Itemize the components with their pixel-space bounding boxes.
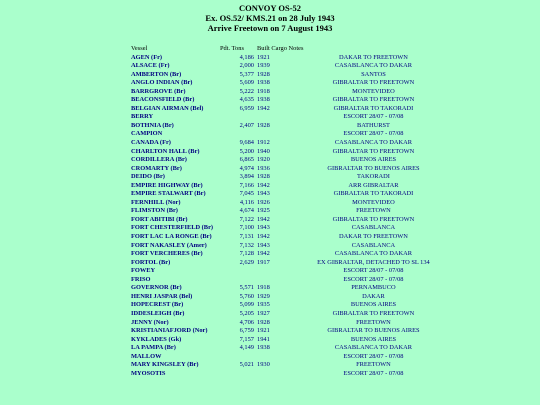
tons-cell: 5,200 (239, 147, 254, 155)
built-cell: 1940 (257, 147, 270, 155)
vessel-cell: BERRY (131, 113, 154, 121)
built-cell: 1942 (257, 104, 270, 112)
tons-cell: 5,377 (239, 70, 254, 78)
vessel-cell: HOPECREST (Br) (131, 301, 184, 309)
vessel-cell: KYKLADES (Gk) (131, 335, 182, 343)
tons-cell: 5,099 (239, 301, 254, 309)
built-cell (254, 267, 303, 276)
table-row (131, 319, 443, 328)
table-row (131, 62, 443, 71)
vessel-cell: CHARLTON HALL (Br) (131, 147, 200, 155)
built-cell: 1942 (257, 215, 270, 223)
vessel-cell: ANGLO INDIAN (Br) (131, 79, 193, 87)
table-row (131, 259, 443, 268)
notes-cell: DAKAR (362, 292, 385, 300)
table-row (131, 267, 443, 276)
table-row (131, 370, 443, 379)
table-row (131, 353, 443, 362)
table-row (131, 139, 443, 148)
vessel-cell: FLIMSTON (Br) (131, 207, 178, 215)
table-row (131, 199, 443, 208)
table-row (131, 105, 443, 114)
vessel-cell: MALLOW (131, 352, 162, 360)
built-cell: 1928 (257, 70, 270, 78)
built-cell: 1936 (257, 164, 270, 172)
built-cell: 1925 (257, 207, 270, 215)
table-row (131, 310, 443, 319)
notes-cell: BUENOS AIRES (350, 156, 397, 164)
built-cell: 1930 (257, 361, 270, 369)
table-row (131, 216, 443, 225)
table-row (131, 207, 443, 216)
table-row (131, 173, 443, 182)
column-header-built-cargo (254, 45, 303, 54)
notes-cell: MONTEVIDEO (352, 87, 395, 95)
built-cell (254, 353, 303, 362)
table-row (131, 336, 443, 345)
vessel-cell: CORDILLERA (Br) (131, 156, 187, 164)
built-cell: 1926 (257, 198, 270, 206)
column-header-tons: Pdt. Tons (220, 45, 244, 52)
table-row (131, 165, 443, 174)
vessel-cell: EMPIRE HIGHWAY (Br) (131, 181, 203, 189)
notes-cell: MONTEVIDEO (352, 198, 395, 206)
notes-cell: GIBRALTAR TO FREETOWN (332, 79, 415, 87)
tons-cell: 7,166 (239, 181, 254, 189)
built-cell: 1943 (257, 190, 270, 198)
column-header-cargo: Cargo (271, 45, 287, 52)
vessel-cell: AGEN (Fr) (131, 53, 163, 61)
table-row (131, 156, 443, 165)
vessel-cell: FORT NAKASLEY (Amer) (131, 241, 207, 249)
vessel-cell: DEIDO (Br) (131, 173, 165, 181)
tons-cell: 4,674 (239, 207, 254, 215)
vessel-cell: FRISO (131, 275, 151, 283)
notes-cell: CASABLANCA TO DAKAR (334, 139, 413, 147)
vessel-cell: FORT CHESTERFIELD (Br) (131, 224, 214, 232)
vessel-cell: HENRI JASPAR (Bel) (131, 292, 193, 300)
vessel-cell: FORT VERCHERES (Br) (131, 250, 203, 258)
tons-cell: 4,149 (239, 344, 254, 352)
table-row (131, 79, 443, 88)
tons-cell: 2,407 (239, 121, 254, 129)
notes-cell: ARR GIBRALTAR (348, 181, 399, 189)
notes-cell: CASABLANCA (351, 224, 396, 232)
built-cell: 1938 (257, 96, 270, 104)
tons-cell: 7,128 (239, 250, 254, 258)
vessel-cell: AMBERTON (Br) (131, 70, 182, 78)
vessel-cell: ALSACE (Fr) (131, 62, 170, 70)
notes-cell: GIBRALTAR TO BUENOS AIRES (327, 327, 420, 335)
built-cell: 1929 (257, 292, 270, 300)
notes-cell: CASABLANCA TO DAKAR (334, 344, 413, 352)
departure-line: Ex. OS.52/ KMS.21 on 28 July 1943 (205, 13, 335, 23)
table-row (131, 250, 443, 259)
notes-cell: GIBRALTAR TO TAKORADI (333, 104, 414, 112)
column-header-spacer (303, 45, 443, 54)
notes-cell: GIBRALTAR TO FREETOWN (332, 147, 415, 155)
vessel-cell: EMPIRE STALWART (Br) (131, 190, 206, 198)
table-row (131, 148, 443, 157)
vessel-cell: FORT LAC LA RONGE (Br) (131, 233, 212, 241)
built-cell: 1928 (257, 173, 270, 181)
vessel-cell: BARRGROVE (Br) (131, 87, 186, 95)
built-cell: 1938 (257, 344, 270, 352)
built-cell (254, 130, 303, 139)
tons-cell: 7,131 (239, 233, 254, 241)
tons-cell: 7,132 (239, 241, 254, 249)
built-cell (254, 370, 303, 379)
tons-cell: 4,186 (239, 53, 254, 61)
column-header-notes: Notes (288, 45, 304, 52)
tons-cell: 6,865 (239, 156, 254, 164)
built-cell: 1943 (257, 241, 270, 249)
built-cell: 1918 (257, 87, 270, 95)
notes-cell: ESCORT 28/07 - 07/08 (343, 113, 404, 121)
table-row (131, 242, 443, 251)
tons-cell: 4,635 (239, 96, 254, 104)
table-row (131, 284, 443, 293)
notes-cell: EX GIBRALTAR, DETACHED TO SL 134 (317, 258, 430, 266)
column-header-vessel: Vessel (131, 45, 148, 52)
vessel-cell: FOWEY (131, 267, 156, 275)
tons-cell: 2,629 (239, 258, 254, 266)
built-cell: 1942 (257, 250, 270, 258)
tons-cell (220, 130, 254, 139)
built-cell: 1920 (257, 156, 270, 164)
notes-cell: ESCORT 28/07 - 07/08 (343, 275, 404, 283)
table-row (131, 301, 443, 310)
vessel-cell: CANADA (Fr) (131, 139, 171, 147)
notes-cell: SANTOS (361, 70, 386, 78)
tons-cell: 5,760 (239, 292, 254, 300)
vessel-cell: LA PAMPA (Br) (131, 344, 176, 352)
notes-cell: GIBRALTAR TO FREETOWN (332, 309, 415, 317)
built-cell: 1928 (257, 121, 270, 129)
notes-cell: FREETOWN (356, 318, 391, 326)
tons-cell: 7,100 (239, 224, 254, 232)
tons-cell: 5,222 (239, 87, 254, 95)
notes-cell: ESCORT 28/07 - 07/08 (343, 352, 404, 360)
notes-cell: CASABLANCA TO DAKAR (334, 250, 413, 258)
table-row (131, 182, 443, 191)
notes-cell: PERNAMBUCO (351, 284, 396, 292)
table-row (131, 130, 443, 139)
tons-cell: 7,122 (239, 215, 254, 223)
table-row (131, 122, 443, 131)
tons-cell: 2,000 (239, 62, 254, 70)
tons-cell: 4,116 (239, 198, 254, 206)
tons-cell: 5,021 (239, 361, 254, 369)
notes-cell: GIBRALTAR TO FREETOWN (332, 96, 415, 104)
convoy-table (131, 45, 443, 378)
vessel-cell: FORTOL (Br) (131, 258, 171, 266)
page-title: CONVOY OS-52 (238, 3, 302, 13)
tons-cell: 7,045 (239, 190, 254, 198)
notes-cell: DAKAR TO FREETOWN (339, 53, 408, 61)
vessel-cell: GOVERNOR (Br) (131, 284, 182, 292)
vessel-cell: MYOSOTIS (131, 369, 166, 377)
table-row (131, 233, 443, 242)
table-row (131, 96, 443, 105)
notes-cell: GIBRALTAR TO FREETOWN (332, 215, 415, 223)
built-cell: 1912 (257, 139, 270, 147)
notes-cell: ESCORT 28/07 - 07/08 (343, 130, 404, 138)
vessel-cell: BELGIAN AIRMAN (Bel) (131, 104, 204, 112)
table-row (131, 327, 443, 336)
notes-cell: FREETOWN (356, 207, 391, 215)
table-row (131, 224, 443, 233)
tons-cell: 5,205 (239, 309, 254, 317)
notes-cell: ESCORT 28/07 - 07/08 (343, 267, 404, 275)
vessel-cell: FERNHILL (Nor) (131, 198, 181, 206)
vessel-cell: BOTHNIA (Br) (131, 121, 174, 129)
built-cell: 1928 (257, 318, 270, 326)
tons-cell: 6,759 (239, 327, 254, 335)
tons-cell: 3,894 (239, 173, 254, 181)
convoy-header (0, 0, 540, 33)
built-cell: 1938 (257, 79, 270, 87)
notes-cell: TAKORADI (357, 173, 390, 181)
notes-cell: GIBRALTAR TO BUENOS AIRES (327, 164, 420, 172)
notes-cell: BUENOS AIRES (350, 335, 397, 343)
built-cell: 1917 (257, 258, 270, 266)
vessel-cell: KRISTIANIAFJORD (Nor) (131, 327, 208, 335)
built-cell: 1918 (257, 284, 270, 292)
table-header-row (131, 45, 443, 54)
notes-cell: BUENOS AIRES (350, 301, 397, 309)
notes-cell: ESCORT 28/07 - 07/08 (343, 369, 404, 377)
tons-cell: 4,706 (239, 318, 254, 326)
notes-cell: BATHURST (356, 121, 390, 129)
tons-cell (220, 276, 254, 285)
tons-cell: 6,959 (239, 104, 254, 112)
vessel-cell: IDDESLEIGH (Br) (131, 309, 185, 317)
notes-cell: CASABLANCA TO DAKAR (334, 62, 413, 70)
tons-cell (220, 370, 254, 379)
table-row (131, 113, 443, 122)
built-cell (254, 113, 303, 122)
vessel-cell: CROMARTY (Br) (131, 164, 182, 172)
vessel-cell: CAMPION (131, 130, 163, 138)
tons-cell: 4,974 (239, 164, 254, 172)
tons-cell: 5,571 (239, 284, 254, 292)
notes-cell: CASABLANCA (351, 241, 396, 249)
arrival-line: Arrive Freetown on 7 August 1943 (207, 23, 333, 33)
vessel-cell: BEACONSFIELD (Br) (131, 96, 195, 104)
tons-cell (220, 113, 254, 122)
built-cell: 1943 (257, 224, 270, 232)
built-cell: 1921 (257, 53, 270, 61)
tons-cell (220, 353, 254, 362)
built-cell (254, 276, 303, 285)
vessel-cell: JENNY (Nor) (131, 318, 169, 326)
built-cell: 1942 (257, 181, 270, 189)
vessel-cell: FORT ABITIBI (Br) (131, 215, 188, 223)
table-row (131, 361, 443, 370)
convoy-table-body (131, 54, 443, 379)
table-row (131, 276, 443, 285)
built-cell: 1935 (257, 301, 270, 309)
built-cell: 1939 (257, 62, 270, 70)
table-row (131, 88, 443, 97)
table-row (131, 71, 443, 80)
notes-cell: FREETOWN (356, 361, 391, 369)
tons-cell: 9,684 (239, 139, 254, 147)
notes-cell: DAKAR TO FREETOWN (339, 233, 408, 241)
built-cell: 1941 (257, 335, 270, 343)
tons-cell: 5,609 (239, 79, 254, 87)
table-row (131, 54, 443, 63)
table-row (131, 344, 443, 353)
built-cell: 1921 (257, 327, 270, 335)
column-header-built: Built (257, 45, 270, 52)
vessel-cell: MARY KINGSLEY (Br) (131, 361, 199, 369)
tons-cell: 7,157 (239, 335, 254, 343)
table-row (131, 190, 443, 199)
tons-cell (220, 267, 254, 276)
table-row (131, 293, 443, 302)
built-cell: 1927 (257, 309, 270, 317)
built-cell: 1942 (257, 233, 270, 241)
notes-cell: GIBRALTAR TO TAKORADI (333, 190, 414, 198)
